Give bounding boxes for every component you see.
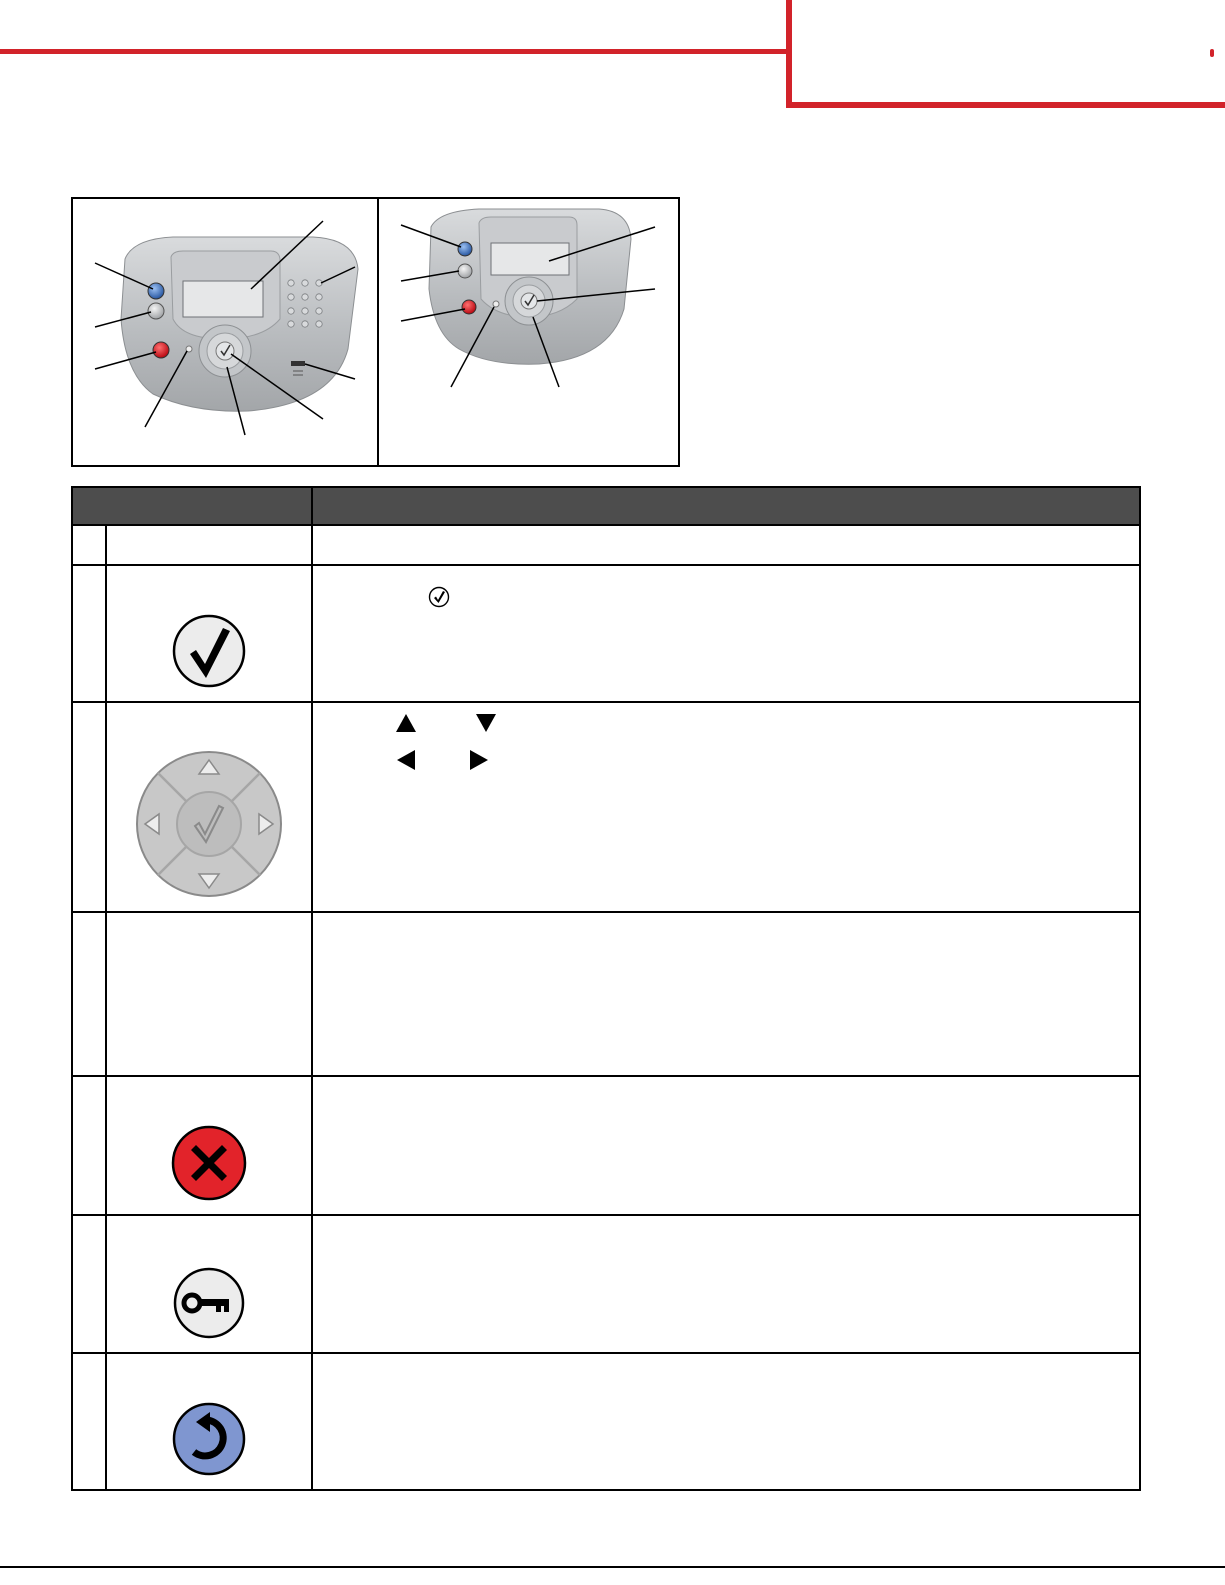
item-cell [106,1215,312,1353]
stop-button[interactable] [462,300,476,314]
table-header-row [72,487,1140,525]
table-header-item [72,487,312,525]
header-tab-mark [1210,49,1214,57]
menu-button[interactable] [458,264,472,278]
description-cell [312,525,1140,565]
control-panel-without-keypad-illustration [379,199,679,465]
item-cell [106,525,312,565]
indicator-light [493,301,499,307]
row-number-cell [72,1215,106,1353]
back-icon [172,1402,246,1476]
row-number-cell [72,912,106,1076]
row-number-cell [72,565,106,702]
down-arrow-icon [476,714,496,732]
stop-icon [171,1125,247,1201]
table-row [72,565,1140,702]
row-number-cell [72,1076,106,1215]
select-icon [172,614,246,688]
description-cell [312,702,1140,912]
item-cell [106,702,312,912]
table-row [72,702,1140,912]
select-icon [428,586,450,608]
control-panel-figure [71,197,680,467]
description-cell [312,912,1140,1076]
control-panel-with-keypad-illustration [73,199,377,465]
menu-key-icon [172,1267,246,1339]
help-button[interactable] [148,283,164,299]
header-rule [0,49,790,54]
row-number-cell [72,525,106,565]
menu-button[interactable] [148,303,164,319]
footer-rule [0,1566,1225,1568]
display [183,281,263,317]
description-cell [312,565,1140,702]
navigation-pad-icon [135,750,283,898]
item-cell [106,1353,312,1490]
left-arrow-icon [397,750,415,770]
table-header-description [312,487,1140,525]
table-row [72,1076,1140,1215]
help-button[interactable] [458,242,472,256]
select-button[interactable] [216,342,234,360]
item-cell [106,1076,312,1215]
row-number-cell [72,702,106,912]
item-cell [106,565,312,702]
table-row [72,525,1140,565]
stop-button[interactable] [153,342,169,358]
description-cell [312,1076,1140,1215]
table-row [72,912,1140,1076]
usb-port [291,361,305,366]
description-cell [312,1353,1140,1490]
up-arrow-icon [396,714,416,732]
control-panel-table [71,486,1141,1491]
header-tab-left-edge [786,0,792,108]
description-cell [312,1215,1140,1353]
item-cell [106,912,312,1076]
table-row [72,1353,1140,1490]
row-number-cell [72,1353,106,1490]
header-tab-bottom-edge [786,102,1225,108]
table-row [72,1215,1140,1353]
right-arrow-icon [470,750,488,770]
